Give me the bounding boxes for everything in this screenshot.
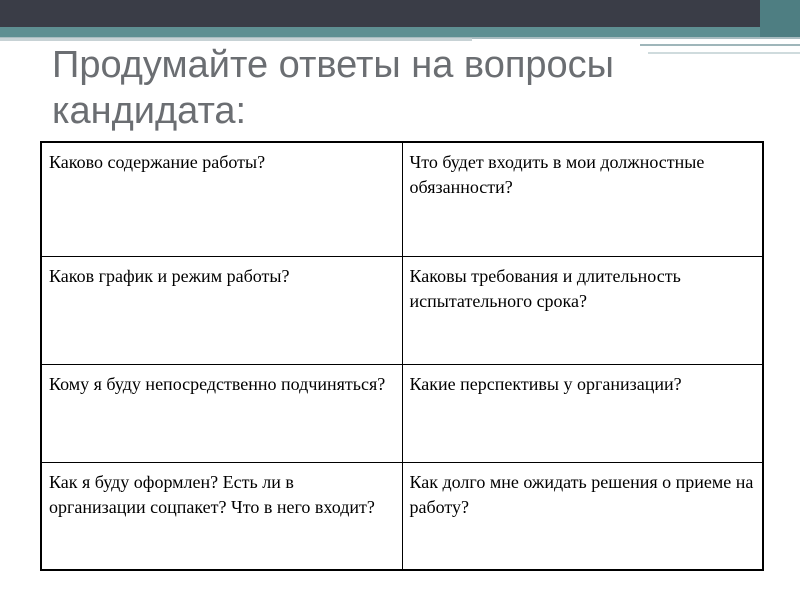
header-teal-corner — [760, 0, 800, 37]
table-cell-question: Кому я буду непосредственно подчиняться? — [41, 365, 402, 463]
header-dark-band — [0, 0, 800, 27]
table-cell-question: Каков график и режим работы? — [41, 257, 402, 365]
table-cell-question: Как долго мне ожидать решения о приеме на работу? — [402, 463, 763, 571]
table-row — [41, 463, 763, 571]
title-accent-line — [0, 38, 472, 41]
slide-title-line2: кандидата: — [52, 90, 247, 132]
table-row — [41, 142, 763, 257]
slide-title-line1: Продумайте ответы на вопросы — [52, 44, 614, 86]
table-row — [41, 365, 763, 463]
header-teal-band — [0, 27, 800, 37]
questions-table — [40, 141, 764, 571]
table-cell-question: Как я буду оформлен? Есть ли в организации соцпакет? Что в него входит? — [41, 463, 402, 571]
table-cell-question: Что будет входить в мои должностные обязанности? — [402, 142, 763, 257]
table-cell-question: Какие перспективы у организации? — [402, 365, 763, 463]
table-cell-question: Каковы требования и длительность испытательного срока? — [402, 257, 763, 365]
slide-title — [52, 42, 672, 134]
table-cell-question: Каково содержание работы? — [41, 142, 402, 257]
table-row — [41, 257, 763, 365]
